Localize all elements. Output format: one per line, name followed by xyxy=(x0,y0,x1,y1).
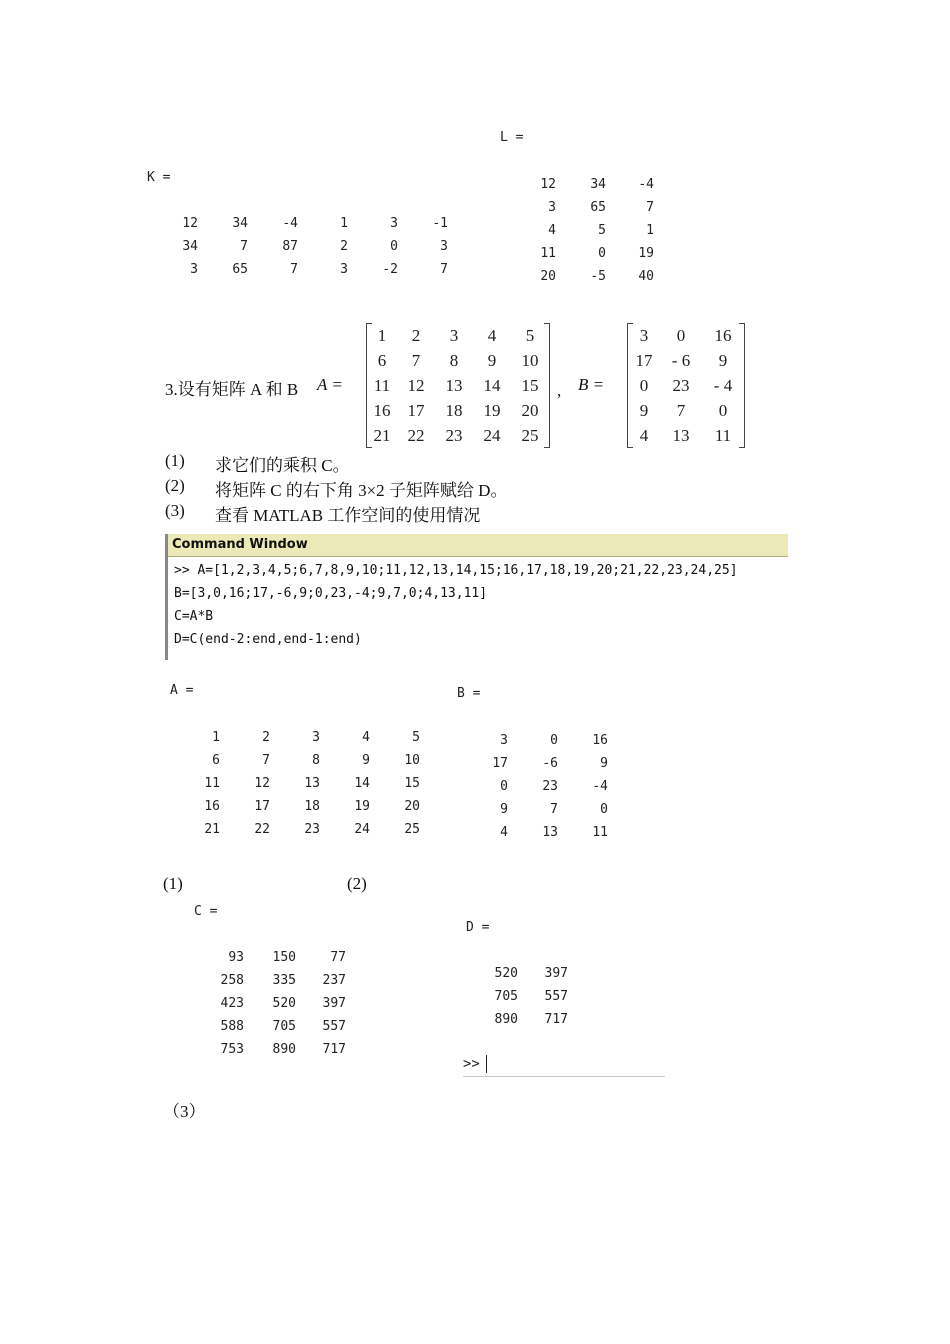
matrix-row xyxy=(212,946,346,969)
matrix-cell: 0 xyxy=(550,733,558,748)
matrix-cell: 34 xyxy=(590,177,606,192)
matrix-cell: 2 xyxy=(411,325,421,345)
matrix-cell: 14 xyxy=(354,776,370,791)
matrix-cell: 705 xyxy=(494,989,518,1004)
matrix-cell: 25 xyxy=(404,822,420,837)
matrix-cell: 3 xyxy=(190,262,198,277)
matrix-cell: 397 xyxy=(544,966,568,981)
matrix-row xyxy=(530,173,654,196)
matrix-cell: 717 xyxy=(322,1042,346,1057)
matrix-cell: 753 xyxy=(220,1042,244,1057)
matrix-cell: 705 xyxy=(272,1019,296,1034)
matrix-cell: 8 xyxy=(449,350,459,370)
matrix-row xyxy=(488,775,608,798)
matrix-cell: 3 xyxy=(440,239,448,254)
matrix-cell: 0 xyxy=(500,779,508,794)
matrix-cell: 1 xyxy=(212,730,220,745)
matrix-cell: 16 xyxy=(204,799,220,814)
prompt-symbol: >> xyxy=(463,1056,480,1072)
matrix-row xyxy=(628,373,744,398)
matrix-row xyxy=(170,258,448,281)
matrix-cell: 1 xyxy=(340,216,348,231)
matrix-cell: 13 xyxy=(542,825,558,840)
matrix-cell: 65 xyxy=(232,262,248,277)
matrix-cell: 16 xyxy=(592,733,608,748)
command-line-1[interactable]: >> A=[1,2,3,4,5;6,7,8,9,10;11,12,13,14,15;16,17,18,19,20;21,22,23,24,25] xyxy=(174,563,738,578)
matrix-l xyxy=(530,173,654,288)
matrix-cell: 8 xyxy=(312,753,320,768)
matrix-a-symbol: A = xyxy=(317,375,343,394)
matrix-cell: 397 xyxy=(322,996,346,1011)
output-c-matrix xyxy=(212,946,346,1061)
matrix-row xyxy=(367,323,549,348)
matrix-cell: 17 xyxy=(492,756,508,771)
matrix-cell: 588 xyxy=(220,1019,244,1034)
matrix-k-label: K = xyxy=(147,170,171,185)
matrix-cell: 7 xyxy=(240,239,248,254)
matrix-row xyxy=(367,423,549,448)
matrix-cell: 9 xyxy=(600,756,608,771)
matrix-cell: 87 xyxy=(282,239,298,254)
matrix-cell: 12 xyxy=(540,177,556,192)
matrix-cell: 0 xyxy=(390,239,398,254)
comma: , xyxy=(557,381,562,400)
output-b-label: B = xyxy=(457,686,481,701)
matrix-cell: 16 xyxy=(373,400,391,420)
matrix-cell: 9 xyxy=(639,400,649,420)
matrix-row xyxy=(212,992,346,1015)
matrix-cell: 11 xyxy=(592,825,608,840)
matrix-cell: 2 xyxy=(340,239,348,254)
item-3-num: (3) xyxy=(165,501,185,520)
matrix-cell: 3 xyxy=(340,262,348,277)
matrix-cell: 0 xyxy=(598,246,606,261)
problem-intro: 3.设有矩阵 A 和 B xyxy=(165,380,299,399)
matrix-row xyxy=(196,749,420,772)
matrix-cell: 0 xyxy=(600,802,608,817)
matrix-cell: 21 xyxy=(204,822,220,837)
matrix-cell: -5 xyxy=(590,269,606,284)
matrix-cell: -1 xyxy=(432,216,448,231)
matrix-cell: 12 xyxy=(182,216,198,231)
matrix-cell: 557 xyxy=(322,1019,346,1034)
math-matrix-a xyxy=(366,323,550,448)
matrix-cell: 557 xyxy=(544,989,568,1004)
matrix-cell: 19 xyxy=(354,799,370,814)
matrix-k xyxy=(170,212,448,281)
matrix-cell: -2 xyxy=(382,262,398,277)
command-line-3[interactable]: C=A*B xyxy=(174,609,214,624)
matrix-cell: 890 xyxy=(272,1042,296,1057)
matrix-row xyxy=(212,1038,346,1061)
matrix-row xyxy=(490,1008,568,1031)
matrix-cell: 0 xyxy=(676,325,686,345)
output-d-label: D = xyxy=(466,920,490,935)
matrix-cell: 520 xyxy=(494,966,518,981)
matrix-row xyxy=(212,1015,346,1038)
matrix-row xyxy=(367,348,549,373)
matrix-cell: 4 xyxy=(500,825,508,840)
matrix-row xyxy=(530,242,654,265)
matrix-cell: 9 xyxy=(487,350,497,370)
matrix-cell: 93 xyxy=(228,950,244,965)
matrix-cell: 6 xyxy=(212,753,220,768)
matrix-cell: 19 xyxy=(638,246,654,261)
matrix-cell: 9 xyxy=(362,753,370,768)
matrix-row xyxy=(196,772,420,795)
matrix-cell: 7 xyxy=(550,802,558,817)
matrix-cell: 13 xyxy=(445,375,463,395)
output-a-matrix xyxy=(196,726,420,841)
matrix-row xyxy=(196,818,420,841)
section-1-label: (1) xyxy=(163,874,183,893)
matrix-cell: 7 xyxy=(440,262,448,277)
matrix-cell: 10 xyxy=(521,350,539,370)
matrix-cell: 19 xyxy=(483,400,501,420)
matrix-cell: 0 xyxy=(718,400,728,420)
matrix-cell: 65 xyxy=(590,200,606,215)
matrix-cell: 18 xyxy=(304,799,320,814)
item-1-num: (1) xyxy=(165,451,185,470)
matrix-cell: 13 xyxy=(672,425,690,445)
section-2-label: (2) xyxy=(347,874,367,893)
matrix-cell: 25 xyxy=(521,425,539,445)
matrix-cell: 16 xyxy=(714,325,732,345)
matrix-row xyxy=(212,969,346,992)
matrix-cell: 15 xyxy=(521,375,539,395)
matrix-cell: 20 xyxy=(521,400,539,420)
matrix-cell: - 4 xyxy=(713,375,733,395)
matrix-cell: 5 xyxy=(598,223,606,238)
matrix-cell: 4 xyxy=(487,325,497,345)
math-matrix-b-table xyxy=(628,323,744,448)
matrix-row xyxy=(628,423,744,448)
matrix-row xyxy=(196,726,420,749)
matrix-row xyxy=(488,752,608,775)
matrix-row xyxy=(170,212,448,235)
command-line-4[interactable]: D=C(end-2:end,end-1:end) xyxy=(174,632,362,647)
matrix-l-label: L = xyxy=(500,130,524,145)
matrix-cell: 3 xyxy=(639,325,649,345)
matrix-cell: 3 xyxy=(548,200,556,215)
matrix-cell: 3 xyxy=(500,733,508,748)
matrix-cell: 717 xyxy=(544,1012,568,1027)
matrix-cell: 20 xyxy=(404,799,420,814)
matrix-cell: 24 xyxy=(354,822,370,837)
matrix-cell: 12 xyxy=(254,776,270,791)
matrix-row xyxy=(488,798,608,821)
matrix-cell: 520 xyxy=(272,996,296,1011)
matrix-cell: 3 xyxy=(449,325,459,345)
matrix-cell: 150 xyxy=(272,950,296,965)
matrix-cell: 22 xyxy=(254,822,270,837)
matrix-row xyxy=(196,795,420,818)
matrix-cell: 7 xyxy=(676,400,686,420)
item-2-text: 将矩阵 C 的右下角 3×2 子矩阵赋给 D。 xyxy=(215,481,508,500)
matrix-row xyxy=(490,985,568,1008)
item-2-num: (2) xyxy=(165,476,185,495)
matrix-cell: 3 xyxy=(390,216,398,231)
matrix-cell: 9 xyxy=(718,350,728,370)
output-b-matrix xyxy=(488,729,608,844)
matrix-row xyxy=(367,398,549,423)
matrix-cell: -4 xyxy=(592,779,608,794)
text-cursor xyxy=(486,1055,487,1073)
command-line-2[interactable]: B=[3,0,16;17,-6,9;0,23,-4;9,7,0;4,13,11] xyxy=(174,586,488,601)
section-3-label: （3） xyxy=(163,1102,206,1121)
matrix-cell: 22 xyxy=(407,425,425,445)
command-window-title: Command Window xyxy=(168,534,788,557)
matrix-cell: 10 xyxy=(404,753,420,768)
matrix-cell: 6 xyxy=(377,350,387,370)
matrix-cell: 4 xyxy=(639,425,649,445)
output-d-matrix xyxy=(490,962,568,1031)
matrix-cell: 34 xyxy=(182,239,198,254)
matrix-cell: - 6 xyxy=(671,350,691,370)
matrix-cell: 40 xyxy=(638,269,654,284)
matrix-cell: 23 xyxy=(304,822,320,837)
matrix-cell: 11 xyxy=(204,776,220,791)
matrix-cell: 5 xyxy=(412,730,420,745)
matrix-cell: 18 xyxy=(445,400,463,420)
matrix-cell: 17 xyxy=(635,350,653,370)
matrix-cell: 23 xyxy=(445,425,463,445)
matrix-row xyxy=(530,196,654,219)
matrix-cell: 4 xyxy=(548,223,556,238)
matrix-row xyxy=(628,398,744,423)
matrix-cell: 24 xyxy=(483,425,501,445)
matrix-cell: 7 xyxy=(411,350,421,370)
matrix-cell: 5 xyxy=(525,325,535,345)
matrix-row xyxy=(367,373,549,398)
matrix-cell: 423 xyxy=(220,996,244,1011)
matrix-cell: 17 xyxy=(254,799,270,814)
matrix-cell: 890 xyxy=(494,1012,518,1027)
item-3-text: 查看 MATLAB 工作空间的使用情况 xyxy=(215,506,481,525)
matrix-cell: 7 xyxy=(262,753,270,768)
matrix-row xyxy=(488,821,608,844)
matrix-cell: 1 xyxy=(646,223,654,238)
matrix-cell: 77 xyxy=(330,950,346,965)
matrix-cell: -6 xyxy=(542,756,558,771)
matrix-cell: 14 xyxy=(483,375,501,395)
matrix-cell: 11 xyxy=(714,425,732,445)
matrix-cell: 237 xyxy=(322,973,346,988)
matrix-row xyxy=(530,219,654,242)
matrix-cell: 1 xyxy=(377,325,387,345)
matrix-row xyxy=(170,235,448,258)
matrix-b-symbol: B = xyxy=(578,375,605,394)
matrix-cell: 258 xyxy=(220,973,244,988)
matrix-cell: 17 xyxy=(407,400,425,420)
matrix-row xyxy=(490,962,568,985)
matrix-row xyxy=(628,323,744,348)
matrix-cell: -4 xyxy=(282,216,298,231)
matrix-cell: 7 xyxy=(290,262,298,277)
command-prompt[interactable] xyxy=(463,1052,665,1077)
matrix-cell: 11 xyxy=(373,375,391,395)
matrix-cell: 4 xyxy=(362,730,370,745)
matrix-row xyxy=(628,348,744,373)
item-1-text: 求它们的乘积 C。 xyxy=(215,456,350,475)
matrix-cell: 12 xyxy=(407,375,425,395)
matrix-cell: 11 xyxy=(540,246,556,261)
command-window[interactable] xyxy=(165,534,788,660)
matrix-cell: -4 xyxy=(638,177,654,192)
matrix-cell: 9 xyxy=(500,802,508,817)
output-c-label: C = xyxy=(194,904,218,919)
matrix-cell: 3 xyxy=(312,730,320,745)
matrix-cell: 2 xyxy=(262,730,270,745)
matrix-cell: 21 xyxy=(373,425,391,445)
matrix-row xyxy=(488,729,608,752)
matrix-cell: 7 xyxy=(646,200,654,215)
math-matrix-b xyxy=(627,323,745,448)
matrix-cell: 20 xyxy=(540,269,556,284)
matrix-cell: 15 xyxy=(404,776,420,791)
matrix-cell: 0 xyxy=(639,375,649,395)
matrix-cell: 23 xyxy=(542,779,558,794)
matrix-cell: 13 xyxy=(304,776,320,791)
math-matrix-a-table xyxy=(367,323,549,448)
matrix-cell: 23 xyxy=(672,375,690,395)
matrix-cell: 34 xyxy=(232,216,248,231)
matrix-row xyxy=(530,265,654,288)
output-a-label: A = xyxy=(170,683,194,698)
matrix-cell: 335 xyxy=(272,973,296,988)
